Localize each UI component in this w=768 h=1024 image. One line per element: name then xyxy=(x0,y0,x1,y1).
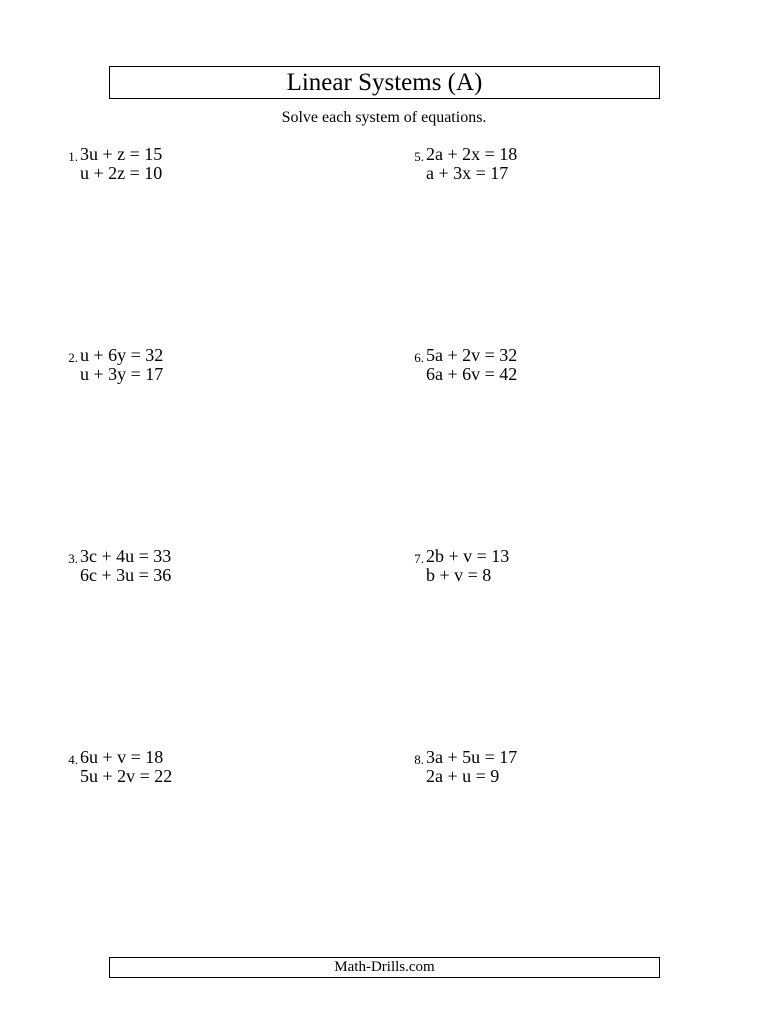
problem-number: 6. xyxy=(414,350,424,365)
equation: u + 3y = 17 xyxy=(80,364,164,384)
worksheet-title xyxy=(109,66,660,99)
equation: 2a + 2x = 18 xyxy=(426,144,518,164)
equation: u + 2z = 10 xyxy=(80,163,163,183)
problem-number: 7. xyxy=(414,551,424,566)
equation: 3a + 5u = 17 xyxy=(426,747,518,767)
equation: 6a + 6v = 42 xyxy=(426,364,518,384)
equation: u + 6y = 32 xyxy=(80,345,164,365)
problem-number: 4. xyxy=(68,752,78,767)
worksheet-title-text: Linear Systems (A) xyxy=(286,69,483,96)
equation: 5u + 2v = 22 xyxy=(80,766,173,786)
equation: a + 3x = 17 xyxy=(426,163,509,183)
equation: 2b + v = 13 xyxy=(426,546,510,566)
equation: 6u + v = 18 xyxy=(80,747,164,767)
problem-number: 5. xyxy=(414,149,424,164)
problem-number: 1. xyxy=(68,149,78,164)
footer-text: Math-Drills.com xyxy=(334,959,435,975)
footer xyxy=(109,957,660,978)
problem-number: 2. xyxy=(68,350,78,365)
equation: b + v = 8 xyxy=(426,565,492,585)
equation: 6c + 3u = 36 xyxy=(80,565,172,585)
equation: 3c + 4u = 33 xyxy=(80,546,172,566)
equation: 3u + z = 15 xyxy=(80,144,163,164)
problem-number: 3. xyxy=(68,551,78,566)
problem-number: 8. xyxy=(414,752,424,767)
equation: 5a + 2v = 32 xyxy=(426,345,518,365)
equation: 2a + u = 9 xyxy=(426,766,500,786)
instructions: Solve each system of equations. xyxy=(281,109,487,126)
